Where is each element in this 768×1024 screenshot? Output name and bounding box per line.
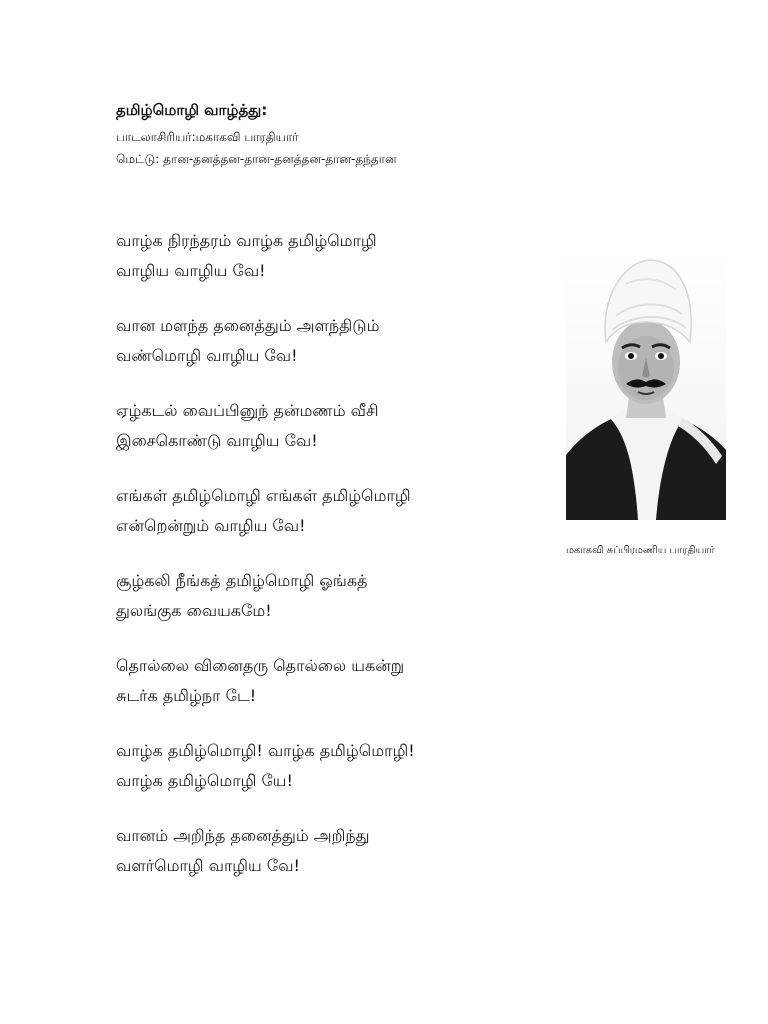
stanza-5: [116, 566, 536, 626]
stanza-6: [116, 651, 536, 711]
stanza-7: [116, 736, 536, 796]
verse-line: வானம் அறிந்த தனைத்தும் அறிந்து: [116, 826, 370, 845]
verse-line: தொல்லை வினைதரு தொல்லை யகன்று: [116, 656, 405, 675]
verse-line: சுடர்க தமிழ்நா டே!: [116, 686, 257, 705]
verse-line: என்றென்றும் வாழிய வே!: [116, 516, 306, 535]
portrait-caption: மகாகவி சுப்பிரமணிய பாரதியார்: [566, 545, 715, 556]
stanza-8: [116, 821, 536, 881]
verse-line: வாழ்க நிரந்தரம் வாழ்க தமிழ்மொழி: [116, 231, 377, 250]
poem-header: [116, 98, 556, 170]
stanza-2: [116, 311, 536, 371]
stanza-3: [116, 396, 536, 456]
poem-title: தமிழ்மொழி வாழ்த்து:: [116, 101, 268, 119]
verse-line: வாழ்க தமிழ்மொழி யே!: [116, 771, 293, 790]
verse-line: எங்கள் தமிழ்மொழி எங்கள் தமிழ்மொழி: [116, 486, 411, 505]
verse-line: துலங்குக வையகமே!: [116, 601, 272, 620]
verse-line: இசைகொண்டு வாழிய வே!: [116, 431, 318, 450]
tune-line: மெட்டு: தான-தனத்தன-தான-தனத்தன-தான-தந்தான: [116, 152, 397, 166]
portrait-illustration: [566, 250, 726, 520]
author-line: பாடலாசிரியர்:மகாகவி பாரதியார்: [116, 130, 299, 144]
stanza-1: [116, 226, 536, 286]
poet-portrait: [566, 250, 726, 520]
stanza-4: [116, 481, 536, 541]
poem-body: [116, 226, 536, 906]
verse-line: சூழ்கலி நீங்கத் தமிழ்மொழி ஓங்கத்: [116, 571, 368, 590]
verse-line: வாழ்க தமிழ்மொழி! வாழ்க தமிழ்மொழி!: [116, 741, 415, 760]
verse-line: வளர்மொழி வாழிய வே!: [116, 856, 300, 875]
verse-line: வாழிய வாழிய வே!: [116, 261, 266, 280]
verse-line: வண்மொழி வாழிய வே!: [116, 346, 298, 365]
verse-line: வான மளந்த தனைத்தும் அளந்திடும்: [116, 316, 380, 335]
verse-line: ஏழ்கடல் வைப்பினுந் தன்மணம் வீசி: [116, 401, 379, 420]
